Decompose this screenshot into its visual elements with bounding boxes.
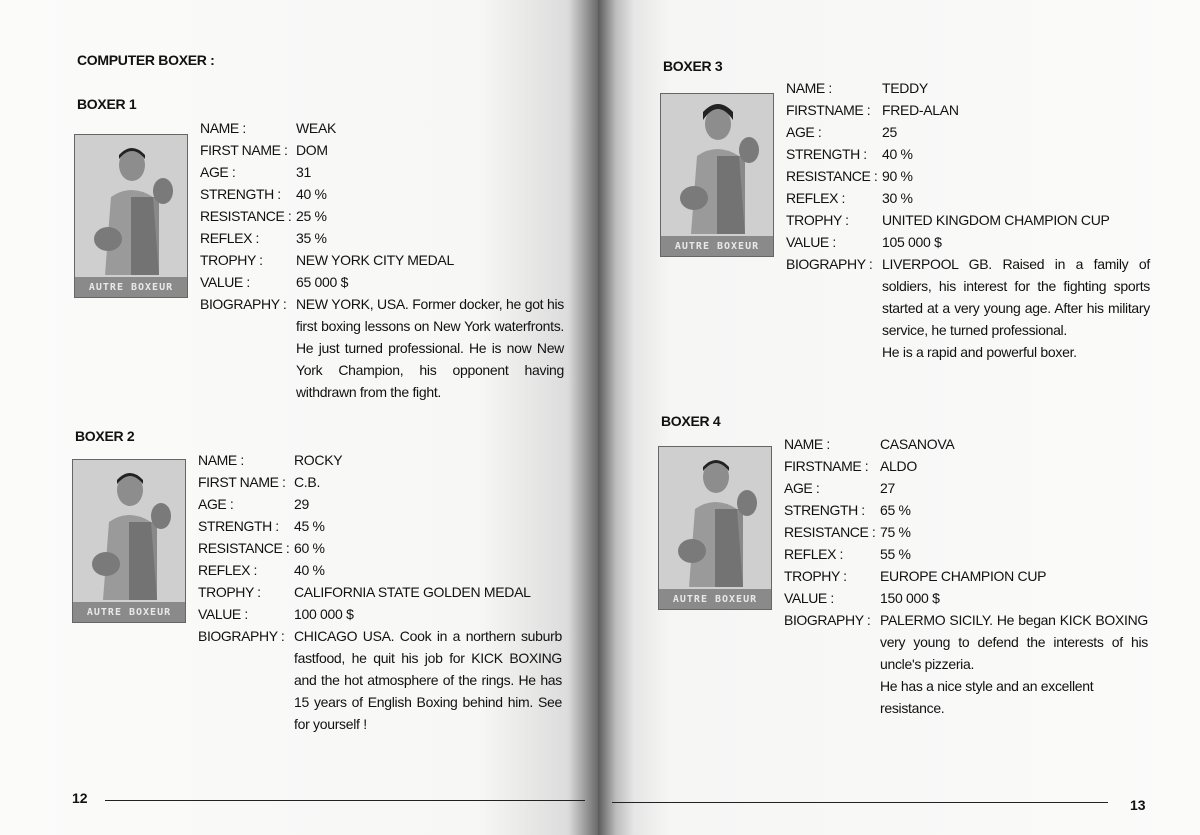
boxer-1-stats: [200, 117, 564, 403]
name-label: NAME :: [200, 120, 246, 136]
firstname-value: DOM: [296, 142, 328, 158]
resistance-value: 60 %: [294, 540, 325, 556]
reflex-value: 55 %: [880, 546, 911, 562]
reflex-label: REFLEX :: [784, 546, 844, 562]
biography-text: LIVERPOOL GB. Raised in a family of soldiers, his interest for the fighting sports started at a very young age. After his military service, he turned professional.: [882, 256, 1150, 338]
firstname-label: FIRST NAME :: [198, 474, 286, 490]
resistance-label: RESISTANCE :: [786, 168, 878, 184]
resistance-value: 75 %: [880, 524, 911, 540]
biography-text: PALERMO SICILY. He began KICK BOXING very young to defend the interests of his uncle's pizzeria.: [880, 612, 1148, 672]
value-label: VALUE :: [198, 606, 248, 622]
boxer-1-heading: BOXER 1: [77, 96, 137, 112]
biography-label: BIOGRAPHY :: [200, 296, 287, 312]
trophy-label: TROPHY :: [200, 252, 263, 268]
biography-text: CHICAGO USA. Cook in a northern suburb fastfood, he quit his job for KICK BOXING and the hot atmosphere of the rings. He has 15 years of English Boxing behind him. See for yourself !: [294, 628, 562, 732]
reflex-label: REFLEX :: [786, 190, 846, 206]
boxer-figure-image: [661, 94, 773, 256]
strength-label: STRENGTH :: [786, 146, 867, 162]
trophy-value: EUROPE CHAMPION CUP: [880, 568, 1047, 584]
value-value: 150 000 $: [880, 590, 940, 606]
resistance-label: RESISTANCE :: [200, 208, 292, 224]
age-value: 31: [296, 164, 311, 180]
age-value: 29: [294, 496, 309, 512]
reflex-label: REFLEX :: [200, 230, 260, 246]
strength-label: STRENGTH :: [784, 502, 865, 518]
trophy-label: TROPHY :: [784, 568, 847, 584]
value-value: 105 000 $: [882, 234, 942, 250]
strength-value: 40 %: [296, 186, 327, 202]
boxer-figure-image: [659, 447, 771, 609]
strength-value: 40 %: [882, 146, 913, 162]
portrait-caption: AUTRE BOXEUR: [674, 241, 760, 252]
boxer-3-stats: [786, 77, 1150, 363]
page-title: COMPUTER BOXER :: [77, 52, 215, 68]
value-value: 65 000 $: [296, 274, 349, 290]
right-page: [598, 0, 1200, 835]
biography-text-2: He has a nice style and an excellent resistance.: [880, 678, 1094, 716]
resistance-value: 90 %: [882, 168, 913, 184]
page-number-left: 12: [72, 790, 88, 806]
reflex-value: 35 %: [296, 230, 327, 246]
name-value: ROCKY: [294, 452, 343, 468]
footer-rule-right: [612, 802, 1108, 803]
biography-label: BIOGRAPHY :: [198, 628, 285, 644]
strength-value: 45 %: [294, 518, 325, 534]
left-page: [0, 0, 598, 835]
biography-text-2: He is a rapid and powerful boxer.: [882, 344, 1077, 360]
trophy-label: TROPHY :: [198, 584, 261, 600]
age-label: AGE :: [786, 124, 822, 140]
portrait-caption: AUTRE BOXEUR: [88, 282, 174, 293]
trophy-value: CALIFORNIA STATE GOLDEN MEDAL: [294, 584, 531, 600]
firstname-value: C.B.: [294, 474, 321, 490]
name-value: CASANOVA: [880, 436, 955, 452]
name-label: NAME :: [784, 436, 830, 452]
trophy-value: UNITED KINGDOM CHAMPION CUP: [882, 212, 1110, 228]
boxer-1-portrait: [74, 134, 188, 298]
firstname-label: FIRSTNAME :: [786, 102, 871, 118]
biography-text: NEW YORK, USA. Former docker, he got his first boxing lessons on New York waterfronts. He just turned professional. He is now New York Champion, his opponent having withdrawn from the fight.: [296, 296, 564, 400]
page-number-right: 13: [1130, 797, 1146, 813]
resistance-value: 25 %: [296, 208, 327, 224]
age-label: AGE :: [200, 164, 236, 180]
strength-label: STRENGTH :: [200, 186, 281, 202]
firstname-value: ALDO: [880, 458, 917, 474]
boxer-figure-image: [75, 135, 187, 297]
value-value: 100 000 $: [294, 606, 354, 622]
age-label: AGE :: [784, 480, 820, 496]
name-label: NAME :: [198, 452, 244, 468]
age-value: 25: [882, 124, 897, 140]
age-value: 27: [880, 480, 895, 496]
boxer-4-portrait: [658, 446, 772, 610]
name-value: TEDDY: [882, 80, 928, 96]
portrait-caption: AUTRE BOXEUR: [86, 607, 172, 618]
value-label: VALUE :: [200, 274, 250, 290]
boxer-2-stats: [198, 449, 562, 735]
biography-label: BIOGRAPHY :: [786, 256, 873, 272]
strength-label: STRENGTH :: [198, 518, 279, 534]
firstname-label: FIRSTNAME :: [784, 458, 869, 474]
boxer-3-heading: BOXER 3: [663, 58, 723, 74]
portrait-caption: AUTRE BOXEUR: [672, 594, 758, 605]
biography-block: [882, 253, 1150, 363]
name-value: WEAK: [296, 120, 337, 136]
firstname-label: FIRST NAME :: [200, 142, 288, 158]
boxer-figure-image: [73, 460, 185, 622]
reflex-value: 30 %: [882, 190, 913, 206]
strength-value: 65 %: [880, 502, 911, 518]
resistance-label: RESISTANCE :: [784, 524, 876, 540]
resistance-label: RESISTANCE :: [198, 540, 290, 556]
boxer-2-portrait: [72, 459, 186, 623]
biography-label: BIOGRAPHY :: [784, 612, 871, 628]
value-label: VALUE :: [786, 234, 836, 250]
trophy-value: NEW YORK CITY MEDAL: [296, 252, 454, 268]
reflex-label: REFLEX :: [198, 562, 258, 578]
name-label: NAME :: [786, 80, 832, 96]
boxer-3-portrait: [660, 93, 774, 257]
footer-rule-left: [105, 800, 585, 801]
boxer-4-heading: BOXER 4: [661, 413, 721, 429]
age-label: AGE :: [198, 496, 234, 512]
reflex-value: 40 %: [294, 562, 325, 578]
value-label: VALUE :: [784, 590, 834, 606]
trophy-label: TROPHY :: [786, 212, 849, 228]
boxer-2-heading: BOXER 2: [75, 428, 135, 444]
boxer-4-stats: [784, 433, 1148, 719]
biography-block: [880, 609, 1148, 719]
firstname-value: FRED-ALAN: [882, 102, 959, 118]
